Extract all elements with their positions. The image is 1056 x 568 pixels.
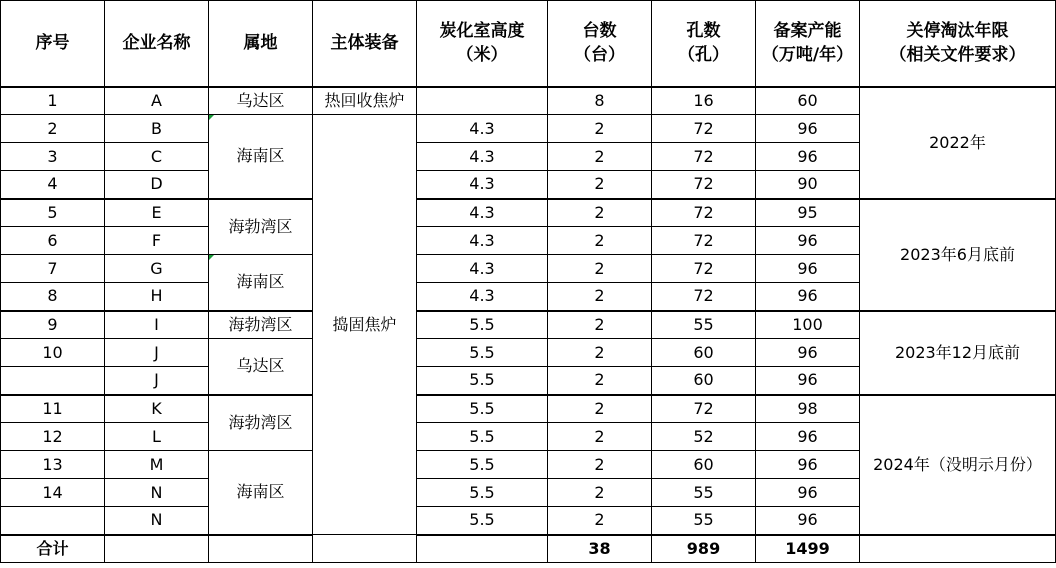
- cell-units: 2: [548, 339, 652, 367]
- cell-capacity: 96: [756, 339, 860, 367]
- cell-capacity: 100: [756, 311, 860, 339]
- cell-company: H: [105, 283, 209, 311]
- table-row: [1, 199, 1056, 227]
- cell-seq: 2: [1, 115, 105, 143]
- cell-units: 2: [548, 115, 652, 143]
- cell-units: 2: [548, 395, 652, 423]
- total-label: 合计: [1, 535, 105, 563]
- cell-holes: 72: [652, 199, 756, 227]
- header-deadline-line2: （相关文件要求）: [889, 45, 1026, 66]
- header-units-line1: 台数: [582, 21, 617, 42]
- header-company: 企业名称: [105, 1, 209, 87]
- cell-district: 海勃湾区: [209, 199, 313, 255]
- cell-capacity: 96: [756, 507, 860, 535]
- header-height: [417, 1, 548, 87]
- cell-holes: 72: [652, 255, 756, 283]
- cell-company: E: [105, 199, 209, 227]
- cell-seq: 10: [1, 339, 105, 367]
- header-height-line2: （米）: [456, 45, 508, 66]
- cell-holes: 52: [652, 423, 756, 451]
- table-row: [1, 87, 1056, 115]
- cell-units: 2: [548, 283, 652, 311]
- cell-seq: 11: [1, 395, 105, 423]
- cell-height: 4.3: [417, 227, 548, 255]
- total-units: 38: [548, 535, 652, 563]
- cell-holes: 72: [652, 283, 756, 311]
- cell-height: 5.5: [417, 339, 548, 367]
- cell-holes: 55: [652, 311, 756, 339]
- cell-company: B: [105, 115, 209, 143]
- cell-capacity: 96: [756, 255, 860, 283]
- cell-seq: 1: [1, 87, 105, 115]
- cell-holes: 60: [652, 367, 756, 395]
- cell-seq: 5: [1, 199, 105, 227]
- cell-units: 2: [548, 507, 652, 535]
- cell-units: 2: [548, 479, 652, 507]
- cell-company: I: [105, 311, 209, 339]
- cell-seq: 4: [1, 171, 105, 199]
- cell-height: 5.5: [417, 395, 548, 423]
- cell-units: 2: [548, 199, 652, 227]
- cell-height: 5.5: [417, 451, 548, 479]
- cell-height: 4.3: [417, 143, 548, 171]
- cell-company: N: [105, 507, 209, 535]
- cell-holes: 72: [652, 171, 756, 199]
- table-row: [1, 395, 1056, 423]
- cell-capacity: 96: [756, 283, 860, 311]
- header-capacity-line1: 备案产能: [773, 21, 842, 42]
- cell-height: 4.3: [417, 199, 548, 227]
- header-height-line1: 炭化室高度: [439, 21, 525, 42]
- cell-units: 2: [548, 311, 652, 339]
- cell-capacity: 96: [756, 227, 860, 255]
- cell-capacity: 60: [756, 87, 860, 115]
- total-empty: [417, 535, 548, 563]
- total-empty: [313, 535, 417, 563]
- header-deadline-line1: 关停淘汰年限: [906, 21, 1009, 42]
- header-units: [548, 1, 652, 87]
- header-deadline: [860, 1, 1056, 87]
- cell-company: D: [105, 171, 209, 199]
- cell-height: 4.3: [417, 255, 548, 283]
- cell-seq: 8: [1, 283, 105, 311]
- cell-height: 5.5: [417, 423, 548, 451]
- cell-seq: 7: [1, 255, 105, 283]
- cell-units: 2: [548, 255, 652, 283]
- cell-capacity: 90: [756, 171, 860, 199]
- cell-district: 乌达区: [209, 339, 313, 395]
- cell-capacity: 98: [756, 395, 860, 423]
- cell-height: [417, 87, 548, 115]
- cell-holes: 16: [652, 87, 756, 115]
- cell-height: 4.3: [417, 115, 548, 143]
- cell-company: C: [105, 143, 209, 171]
- cell-company: A: [105, 87, 209, 115]
- header-equipment: 主体装备: [313, 1, 417, 87]
- cell-capacity: 96: [756, 367, 860, 395]
- cell-district: 乌达区: [209, 87, 313, 115]
- cell-district: 海南区: [209, 451, 313, 535]
- total-empty: [105, 535, 209, 563]
- cell-seq: 6: [1, 227, 105, 255]
- header-row: [1, 1, 1056, 87]
- cell-seq: 13: [1, 451, 105, 479]
- cell-capacity: 96: [756, 451, 860, 479]
- total-capacity: 1499: [756, 535, 860, 563]
- total-empty: [209, 535, 313, 563]
- header-district: 属地: [209, 1, 313, 87]
- cell-seq: [1, 367, 105, 395]
- cell-units: 2: [548, 227, 652, 255]
- cell-holes: 55: [652, 507, 756, 535]
- cell-district: 海南区: [209, 115, 313, 199]
- cell-holes: 72: [652, 115, 756, 143]
- cell-company: N: [105, 479, 209, 507]
- cell-holes: 60: [652, 339, 756, 367]
- cell-holes: 60: [652, 451, 756, 479]
- cell-seq: 9: [1, 311, 105, 339]
- cell-height: 5.5: [417, 479, 548, 507]
- cell-holes: 72: [652, 227, 756, 255]
- cell-units: 2: [548, 143, 652, 171]
- cell-deadline: 2023年6月底前: [860, 199, 1056, 311]
- header-holes-line1: 孔数: [686, 21, 721, 42]
- cell-deadline: 2023年12月底前: [860, 311, 1056, 395]
- header-holes-line2: （孔）: [678, 45, 729, 66]
- cell-capacity: 95: [756, 199, 860, 227]
- cell-seq: 3: [1, 143, 105, 171]
- cell-district: 海勃湾区: [209, 311, 313, 339]
- cell-height: 4.3: [417, 171, 548, 199]
- cell-deadline: 2022年: [860, 87, 1056, 199]
- cell-equipment: 捣固焦炉: [313, 115, 417, 535]
- cell-company: G: [105, 255, 209, 283]
- cell-units: 2: [548, 423, 652, 451]
- table-row: [1, 311, 1056, 339]
- cell-district: 海南区: [209, 255, 313, 311]
- cell-capacity: 96: [756, 115, 860, 143]
- cell-capacity: 96: [756, 479, 860, 507]
- header-capacity-line2: （万吨/年）: [761, 45, 854, 66]
- cell-company: K: [105, 395, 209, 423]
- header-holes: [652, 1, 756, 87]
- total-row: [1, 535, 1056, 563]
- cell-height: 5.5: [417, 507, 548, 535]
- cell-capacity: 96: [756, 423, 860, 451]
- cell-equipment: 热回收焦炉: [313, 87, 417, 115]
- cell-company: J: [105, 367, 209, 395]
- cell-seq: [1, 507, 105, 535]
- cell-height: 4.3: [417, 283, 548, 311]
- cell-units: 8: [548, 87, 652, 115]
- header-capacity: [756, 1, 860, 87]
- cell-company: L: [105, 423, 209, 451]
- total-empty: [860, 535, 1056, 563]
- cell-holes: 55: [652, 479, 756, 507]
- cell-units: 2: [548, 171, 652, 199]
- cell-height: 5.5: [417, 367, 548, 395]
- cell-deadline: 2024年（没明示月份）: [860, 395, 1056, 535]
- cell-capacity: 96: [756, 143, 860, 171]
- cell-company: J: [105, 339, 209, 367]
- cell-district: 海勃湾区: [209, 395, 313, 451]
- cell-seq: 14: [1, 479, 105, 507]
- header-units-line2: （台）: [574, 45, 625, 66]
- cell-holes: 72: [652, 143, 756, 171]
- cell-company: F: [105, 227, 209, 255]
- cell-company: M: [105, 451, 209, 479]
- cell-seq: 12: [1, 423, 105, 451]
- cell-height: 5.5: [417, 311, 548, 339]
- cell-units: 2: [548, 367, 652, 395]
- total-holes: 989: [652, 535, 756, 563]
- header-seq: 序号: [1, 1, 105, 87]
- cell-holes: 72: [652, 395, 756, 423]
- cell-units: 2: [548, 451, 652, 479]
